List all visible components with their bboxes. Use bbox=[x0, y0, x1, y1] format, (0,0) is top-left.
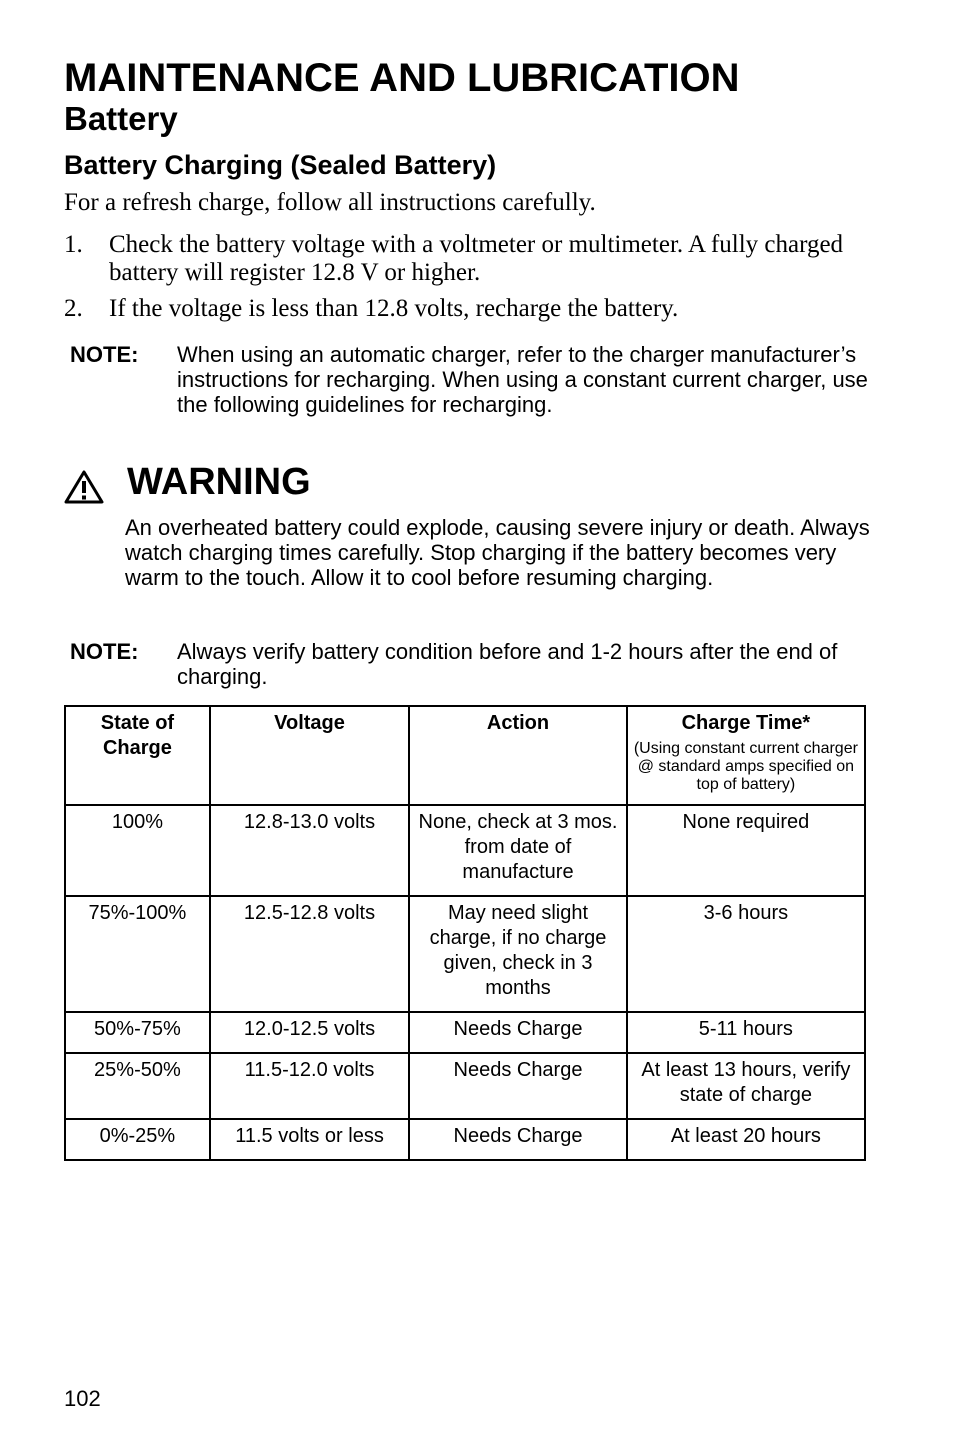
table-row bbox=[65, 1012, 865, 1053]
warning-title: WARNING bbox=[127, 461, 311, 503]
cell-action: None, check at 3 mos. from date of manufacture bbox=[409, 805, 627, 896]
intro-text: For a refresh charge, follow all instructions carefully. bbox=[64, 189, 596, 216]
subsection-title: Battery bbox=[64, 100, 178, 137]
cell-state: 25%-50% bbox=[65, 1053, 210, 1119]
cell-action: Needs Charge bbox=[409, 1119, 627, 1160]
warning-triangle-icon bbox=[64, 470, 104, 504]
charge-table bbox=[64, 705, 866, 1161]
topic-title: Battery Charging (Sealed Battery) bbox=[64, 150, 497, 180]
table-row bbox=[65, 896, 865, 1012]
page-number: 102 bbox=[64, 1386, 101, 1411]
step-text: Check the battery voltage with a voltmeter or multimeter. A fully charged battery will register 12.8 V or higher. bbox=[109, 231, 844, 286]
cell-time: 3-6 hours bbox=[627, 896, 865, 1012]
cell-voltage: 11.5-12.0 volts bbox=[210, 1053, 409, 1119]
charge-time-note: (Using constant current charger @ standard amps specified on top of battery) bbox=[633, 740, 858, 793]
note-text: Always verify battery condition before and 1-2 hours after the end of charging. bbox=[177, 639, 838, 689]
step-number: 2. bbox=[64, 295, 83, 322]
cell-voltage: 12.0-12.5 volts bbox=[210, 1012, 409, 1053]
note-label: NOTE: bbox=[70, 639, 139, 664]
table-row bbox=[65, 805, 865, 896]
cell-time: 5-11 hours bbox=[627, 1012, 865, 1053]
cell-state: 75%-100% bbox=[65, 896, 210, 1012]
cell-time: At least 20 hours bbox=[627, 1119, 865, 1160]
note-label: NOTE: bbox=[70, 342, 139, 367]
step-number: 1. bbox=[64, 231, 83, 258]
step-text: If the voltage is less than 12.8 volts, recharge the battery. bbox=[109, 295, 679, 322]
cell-voltage: 11.5 volts or less bbox=[210, 1119, 409, 1160]
note-text: When using an automatic charger, refer to the charger manufacturer’s instructions for recharging. When using a constant current charger, use the following guidelines for recharging. bbox=[177, 342, 868, 417]
header-state-of-charge: State of Charge bbox=[65, 706, 210, 805]
table-row bbox=[65, 1053, 865, 1119]
header-action: Action bbox=[409, 706, 627, 805]
cell-state: 0%-25% bbox=[65, 1119, 210, 1160]
table-row bbox=[65, 1119, 865, 1160]
cell-time: None required bbox=[627, 805, 865, 896]
cell-voltage: 12.8-13.0 volts bbox=[210, 805, 409, 896]
header-voltage: Voltage bbox=[210, 706, 409, 805]
section-title: MAINTENANCE AND LUBRICATION bbox=[64, 56, 740, 100]
cell-state: 100% bbox=[65, 805, 210, 896]
cell-action: Needs Charge bbox=[409, 1053, 627, 1119]
table-header-row bbox=[65, 706, 865, 805]
header-charge-time: Charge Time* (Using constant current charger @ standard amps specified on top of battery) bbox=[627, 706, 865, 805]
cell-time: At least 13 hours, verify state of charge bbox=[627, 1053, 865, 1119]
cell-action: Needs Charge bbox=[409, 1012, 627, 1053]
cell-state: 50%-75% bbox=[65, 1012, 210, 1053]
cell-voltage: 12.5-12.8 volts bbox=[210, 896, 409, 1012]
cell-action: May need slight charge, if no charge given, check in 3 months bbox=[409, 896, 627, 1012]
warning-text: An overheated battery could explode, causing severe injury or death. Always watch charging times carefully. Stop charging if the battery becomes very warm to the touch. Allow it to cool before resuming charging. bbox=[125, 515, 870, 590]
